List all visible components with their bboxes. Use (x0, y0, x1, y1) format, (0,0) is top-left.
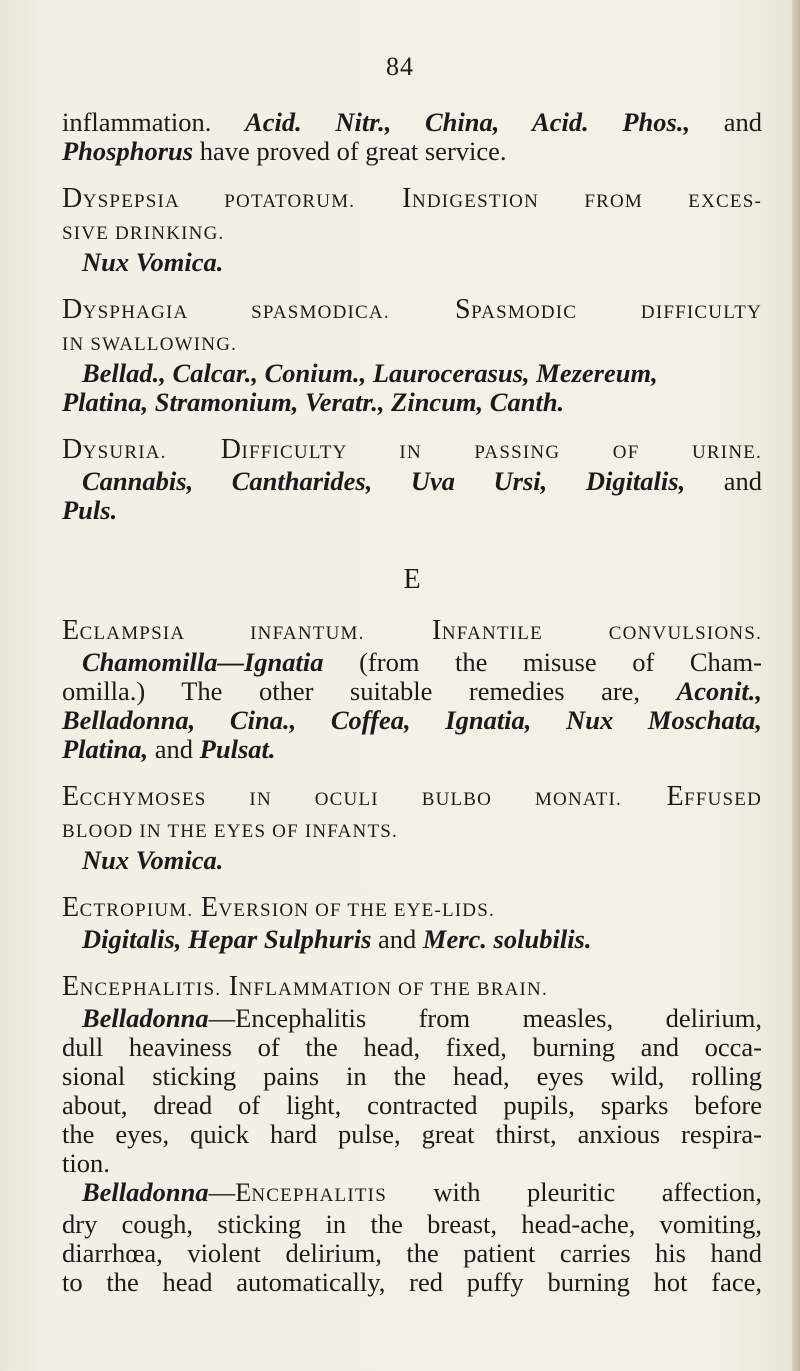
page-body (62, 108, 762, 1297)
entry-text-line: about, dread of light, contracted pupils, sparks before (62, 1090, 762, 1120)
entry-text-line: sional sticking pains in the head, eyes wild, rolling (62, 1061, 762, 1091)
entry-heading: DYSPEPSIA POTATORUM. INDIGESTION FROM EXCES- (62, 183, 763, 214)
entry-remedies: Digitalis, Hepar Sulphuris and Merc. solubilis. (82, 924, 592, 954)
entry-text-line: omilla.) The other suitable remedies are, Aconit., (62, 676, 762, 706)
entry-remedies-cont: Platina, and Pulsat. (62, 734, 276, 764)
section-letter-heading: E (403, 564, 421, 595)
entry-text-line: diarrhœa, violent delirium, the patient carries his hand (62, 1238, 762, 1268)
entry-heading: ECCHYMOSES IN OCULI BULBO MONATI. EFFUSED (62, 781, 763, 812)
page-number: 84 (386, 52, 414, 81)
entry-text-line: Belladonna—ENCEPHALITIS with pleuritic affection, (82, 1177, 762, 1207)
entry-remedies: Cannabis, Cantharides, Uva Ursi, Digitalis, and (82, 466, 762, 496)
entry-heading-cont: IN SWALLOWING. (62, 334, 238, 355)
entry-eclampsia (62, 616, 762, 764)
entry-heading: ECLAMPSIA INFANTUM. INFANTILE CONVULSIONS. (62, 615, 763, 646)
intro-paragraph (62, 108, 762, 166)
entry-text-line: the eyes, quick hard pulse, great thirst, anxious respira- (62, 1119, 762, 1149)
entry-remedies-cont: Puls. (62, 495, 118, 525)
entry-remedies: Chamomilla—Ignatia (from the misuse of Cham- (82, 647, 762, 677)
remedy-names: Acid. Nitr., China, Acid. Phos., (245, 107, 691, 137)
entry-heading: ENCEPHALITIS. INFLAMMATION OF THE BRAIN. (62, 971, 548, 1002)
entry-remedies: Nux Vomica. (82, 845, 224, 875)
entry-dyspepsia (62, 184, 762, 277)
entry-ecchymoses (62, 782, 762, 875)
entry-heading-cont: SIVE DRINKING. (62, 223, 225, 244)
entry-heading: DYSURIA. DIFFICULTY IN PASSING OF URINE. (62, 434, 762, 465)
entry-text-line: tion. (62, 1148, 110, 1178)
entry-heading-cont: BLOOD IN THE EYES OF INFANTS. (62, 821, 398, 842)
entry-text-line: dull heaviness of the head, fixed, burning and occa- (62, 1032, 762, 1062)
intro-line-1: inflammation. Acid. Nitr., China, Acid. Phos., and (62, 107, 762, 137)
page-edge-shadow (792, 0, 800, 1371)
entry-heading: ECTROPIUM. EVERSION OF THE EYE-LIDS. (62, 892, 495, 923)
entry-remedies: Nux Vomica. (82, 247, 224, 277)
intro-line-2: Phosphorus have proved of great service. (62, 136, 507, 166)
entry-remedies: Bellad., Calcar., Conium., Laurocerasus, Mezereum, (82, 358, 658, 388)
entry-dysuria (62, 435, 762, 525)
entry-remedies-cont: Belladonna, Cina., Coffea, Ignatia, Nux Moschata, (62, 705, 762, 735)
entry-remedies-cont: Platina, Stramonium, Veratr., Zincum, Canth. (62, 387, 565, 417)
entry-heading: DYSPHAGIA SPASMODICA. SPASMODIC DIFFICULTY (62, 294, 762, 325)
entry-text-line: Belladonna—Encephalitis from measles, delirium, (82, 1003, 762, 1033)
entry-text-line: dry cough, sticking in the breast, head-ache, vomiting, (62, 1209, 762, 1239)
entry-encephalitis (62, 972, 762, 1297)
entry-text-line: to the head automatically, red puffy burning hot face, (62, 1267, 762, 1297)
entry-dysphagia (62, 295, 762, 417)
remedy-name: Phosphorus (62, 136, 194, 166)
entry-ectropium (62, 893, 762, 954)
